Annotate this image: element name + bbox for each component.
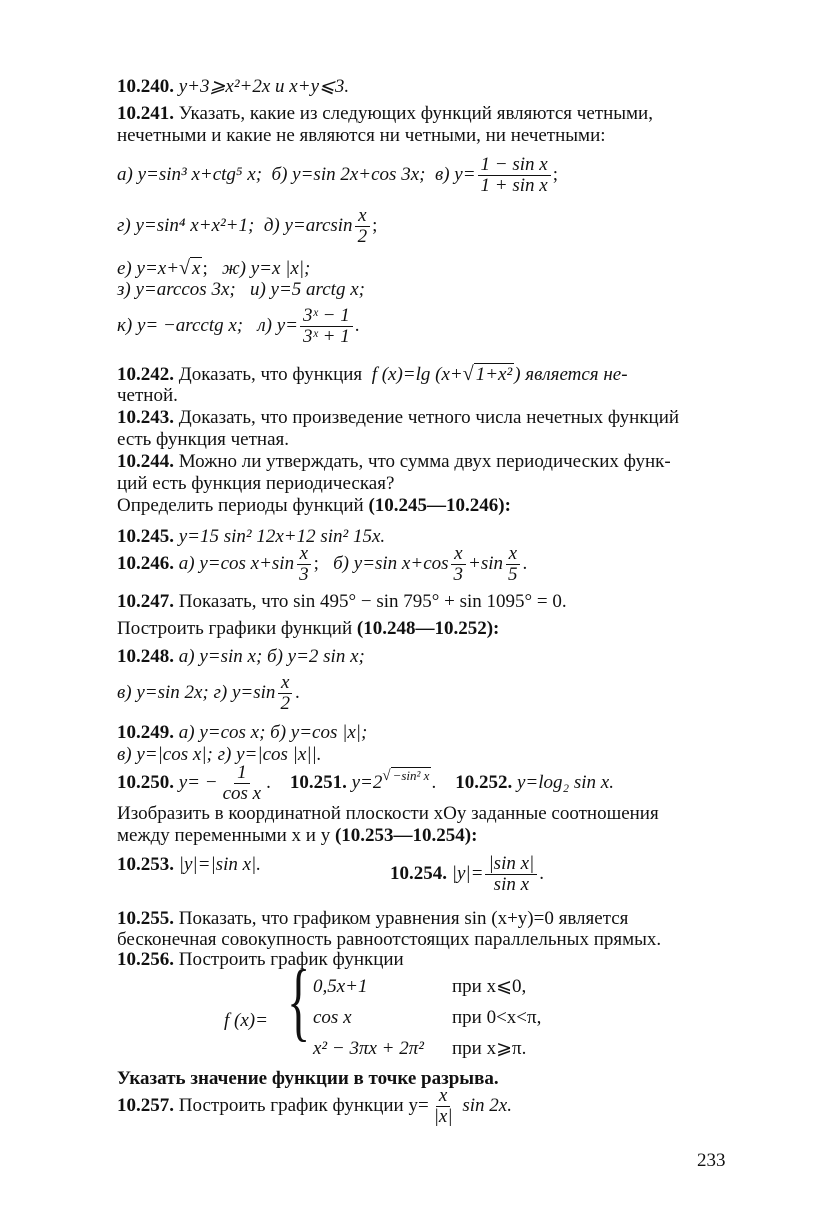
numerator: |sin x|	[485, 854, 537, 875]
problem-text: Построить график функции y=	[178, 1094, 429, 1116]
item-row-ezh: е) y=x+√ x ; ж) y=x |x|;	[117, 257, 311, 279]
formula: в) y=sin 2x; г) y=sin	[117, 681, 276, 703]
fraction	[220, 763, 265, 804]
problem-text: ) является не-	[514, 364, 628, 385]
numerator: x	[278, 673, 292, 694]
radicand: x	[192, 258, 201, 279]
fraction	[485, 854, 537, 895]
problem-10-255	[117, 908, 628, 930]
denominator: 3	[453, 563, 464, 585]
problem-10-257	[117, 1086, 512, 1127]
formula: +sin	[468, 552, 504, 574]
fraction	[478, 155, 551, 196]
problem-10-246: 10.246. а) y=cos x+sin $\frac{x}{3}$ ; б) y=sin x+cos $\frac{x}{3}$ +sin $\frac{x}{5}$ .	[117, 543, 528, 585]
heading-text: между переменными x и y	[117, 825, 331, 846]
item-b: б) y=sin x+cos	[333, 552, 449, 574]
problem-number: 10.243.	[117, 407, 174, 428]
fraction	[451, 544, 467, 585]
problem-number: 10.249.	[117, 722, 174, 743]
formula: sin 2x.	[462, 1094, 512, 1116]
formula: |y|=|sin x|.	[178, 854, 262, 875]
case-2-cond: при 0<x<π,	[452, 1007, 542, 1028]
formula: в) y=|cos x|; г) y=|cos |x||.	[117, 744, 322, 765]
periods-heading-line	[117, 495, 511, 517]
denominator: |x|	[433, 1105, 453, 1127]
item-g: г) y=sin⁴ x+x²+1;	[117, 214, 255, 236]
problem-10-242	[117, 363, 628, 386]
fraction	[431, 1086, 456, 1127]
numerator: 1	[234, 763, 250, 784]
numerator: x	[355, 206, 369, 227]
fraction	[505, 544, 521, 585]
problem-number: 10.246.	[117, 552, 174, 574]
case-1-cond: при x⩽0,	[452, 976, 527, 997]
problems-10-250-252: 10.250. y= − $\frac{1}{\text{cos x}}$ . 10.251. $y=2^{√ -sin^2 x}$ . 10.252. y=log₂ sin x.	[117, 762, 614, 804]
problem-10-240	[117, 76, 349, 98]
item-row-abv: а) y=sin³ x+ctg⁵ x; б) y=sin 2x+cos 3x; в) y= $\frac{\text{1 − sin x}}{\text{1 + sin x}}$ ;	[117, 154, 559, 196]
denominator: 3	[299, 563, 309, 585]
item-a: а) y=cos x+sin	[178, 552, 295, 574]
piecewise-brace: {	[287, 953, 311, 1050]
formula: |y|=	[451, 862, 484, 884]
item-d: д) y=arcsin	[263, 214, 353, 236]
graphs-heading	[117, 618, 499, 640]
problem-10-249	[117, 722, 367, 744]
fraction	[300, 306, 353, 347]
heading-range: (10.248—10.252):	[356, 618, 500, 639]
heading-text: Определить периоды функций	[117, 495, 364, 516]
formula: а) y=cos x; б) y=cos |x|;	[178, 722, 368, 743]
problem-number: 10.257.	[117, 1094, 174, 1116]
denominator: sin x	[493, 873, 530, 895]
problem-number: 10.242.	[117, 364, 174, 385]
problem-text: Доказать, что произведение четного числа нечетных функций	[178, 407, 680, 428]
problem-10-243-cont: есть функция четная.	[117, 429, 290, 450]
formula: y=log₂ sin x.	[516, 771, 614, 793]
fraction	[296, 544, 312, 585]
denominator: 1 + sin x	[480, 174, 548, 196]
problem-number: 10.255.	[117, 908, 174, 929]
item-e: е) y=x+	[117, 258, 180, 279]
formula: y=15 sin² 12x+12 sin² 15x.	[178, 526, 386, 547]
item-zh: ж) y=x |x|;	[221, 258, 311, 279]
plane-heading: Изобразить в координатной плоскости xOy заданные соотношения	[117, 803, 659, 824]
denominator: 5	[508, 563, 518, 585]
numerator: x	[506, 544, 520, 565]
problem-number: 10.244.	[117, 451, 174, 472]
piecewise-fx: f (x)=	[224, 1010, 268, 1031]
formula: f (x)=lg (x+	[371, 364, 463, 385]
problem-text: y+3⩾x²+2x и x+y⩽3.	[178, 76, 350, 97]
item-k: к) y= −arcctg x;	[117, 314, 244, 336]
page-number: 233	[697, 1150, 726, 1171]
problem-10-256	[117, 949, 404, 971]
formula: y=2	[351, 771, 383, 793]
radical-sign: √	[179, 257, 191, 279]
denominator: 3ˣ + 1	[303, 325, 350, 347]
problem-10-241	[117, 103, 653, 125]
heading-range: (10.245—10.246):	[368, 495, 511, 516]
radical-sign: √	[462, 363, 474, 385]
problem-number: 10.253.	[117, 854, 174, 875]
problem-text: Можно ли утверждать, что сумма двух периодических функ-	[178, 451, 671, 472]
item-row-gd: г) y=sin⁴ x+x²+1; д) y=arcsin $\frac{x}{2}$ ;	[117, 205, 378, 247]
problem-text: Построить график функции	[178, 949, 404, 970]
radicand: 1+x²	[475, 364, 513, 385]
problem-10-253	[117, 854, 261, 876]
numerator: 3ˣ − 1	[300, 306, 353, 327]
numerator: 1 − sin x	[478, 155, 551, 176]
problem-10-254: 10.254. |y|= $\frac{\text{|sin x|}}{\text{sin x}}$ .	[390, 853, 545, 895]
formula: а) y=sin x; б) y=2 sin x;	[178, 646, 365, 667]
case-1-expr: 0,5x+1	[313, 976, 368, 997]
break-note: Указать значение функции в точке разрыва.	[117, 1068, 499, 1089]
problem-number: 10.250.	[117, 771, 174, 793]
problem-text: Показать, что графиком уравнения sin (x+y)=0 является	[178, 908, 629, 929]
item-z: з) y=arccos 3x;	[117, 279, 236, 300]
item-row-zi	[117, 279, 365, 301]
item-row-kl: к) y= −arcctg x; л) y= $\frac{\text{3ˣ − 1}}{\text{3ˣ + 1}}$ .	[117, 305, 360, 347]
problem-10-248	[117, 646, 365, 668]
problem-10-248-cont: в) y=sin 2x; г) y=sin $\frac{x}{2}$ .	[117, 672, 300, 714]
radicand: −sin² x	[392, 768, 430, 784]
problem-number: 10.256.	[117, 949, 174, 970]
problem-10-243	[117, 407, 679, 429]
item-l: л) y=	[257, 314, 299, 336]
case-3-expr: x² − 3πx + 2π²	[313, 1038, 424, 1059]
problem-number: 10.247.	[117, 591, 174, 612]
problem-number: 10.240.	[117, 76, 174, 97]
problem-10-255-cont: бесконечная совокупность равноотстоящих параллельных прямых.	[117, 929, 662, 950]
denominator: cos x	[222, 782, 262, 804]
problem-10-242-cont: четной.	[117, 385, 178, 406]
problem-number: 10.248.	[117, 646, 174, 667]
problem-number: 10.245.	[117, 526, 174, 547]
formula: y= −	[178, 771, 218, 793]
problem-text: Доказать, что функция	[178, 364, 363, 385]
problem-text: Указать, какие из следующих функций являются четными,	[178, 103, 653, 124]
radical-sign: √	[382, 768, 391, 785]
case-3-cond: при x⩾π.	[452, 1038, 527, 1059]
problem-10-241-cont: нечетными и какие не являются ни четными, ни нечетными:	[117, 125, 606, 146]
problem-number: 10.254.	[390, 862, 447, 884]
problem-text: Показать, что sin 495° − sin 795° + sin 1095° = 0.	[178, 591, 567, 612]
problem-10-244	[117, 451, 671, 473]
numerator: x	[297, 544, 311, 565]
problem-number: 10.251.	[289, 771, 347, 793]
numerator: x	[451, 544, 465, 565]
problem-number: 10.252.	[455, 771, 513, 793]
fraction	[355, 206, 371, 247]
plane-heading-cont	[117, 825, 477, 847]
heading-text: Построить графики функций	[117, 618, 353, 639]
fraction	[277, 673, 293, 714]
denominator: 2	[280, 692, 290, 714]
problem-10-244-cont: ций есть функция периодическая?	[117, 473, 395, 494]
denominator: 2	[357, 225, 368, 247]
problem-10-247	[117, 591, 567, 613]
item-i: и) y=5 arctg x;	[249, 279, 365, 300]
item-b: б) y=sin 2x+cos 3x;	[271, 163, 426, 185]
heading-range: (10.253—10.254):	[334, 825, 478, 846]
numerator: x	[436, 1086, 450, 1107]
item-a: а) y=sin³ x+ctg⁵ x;	[117, 163, 263, 185]
item-v: в) y=	[434, 163, 476, 185]
problem-number: 10.241.	[117, 103, 174, 124]
case-2-expr: cos x	[313, 1007, 352, 1028]
